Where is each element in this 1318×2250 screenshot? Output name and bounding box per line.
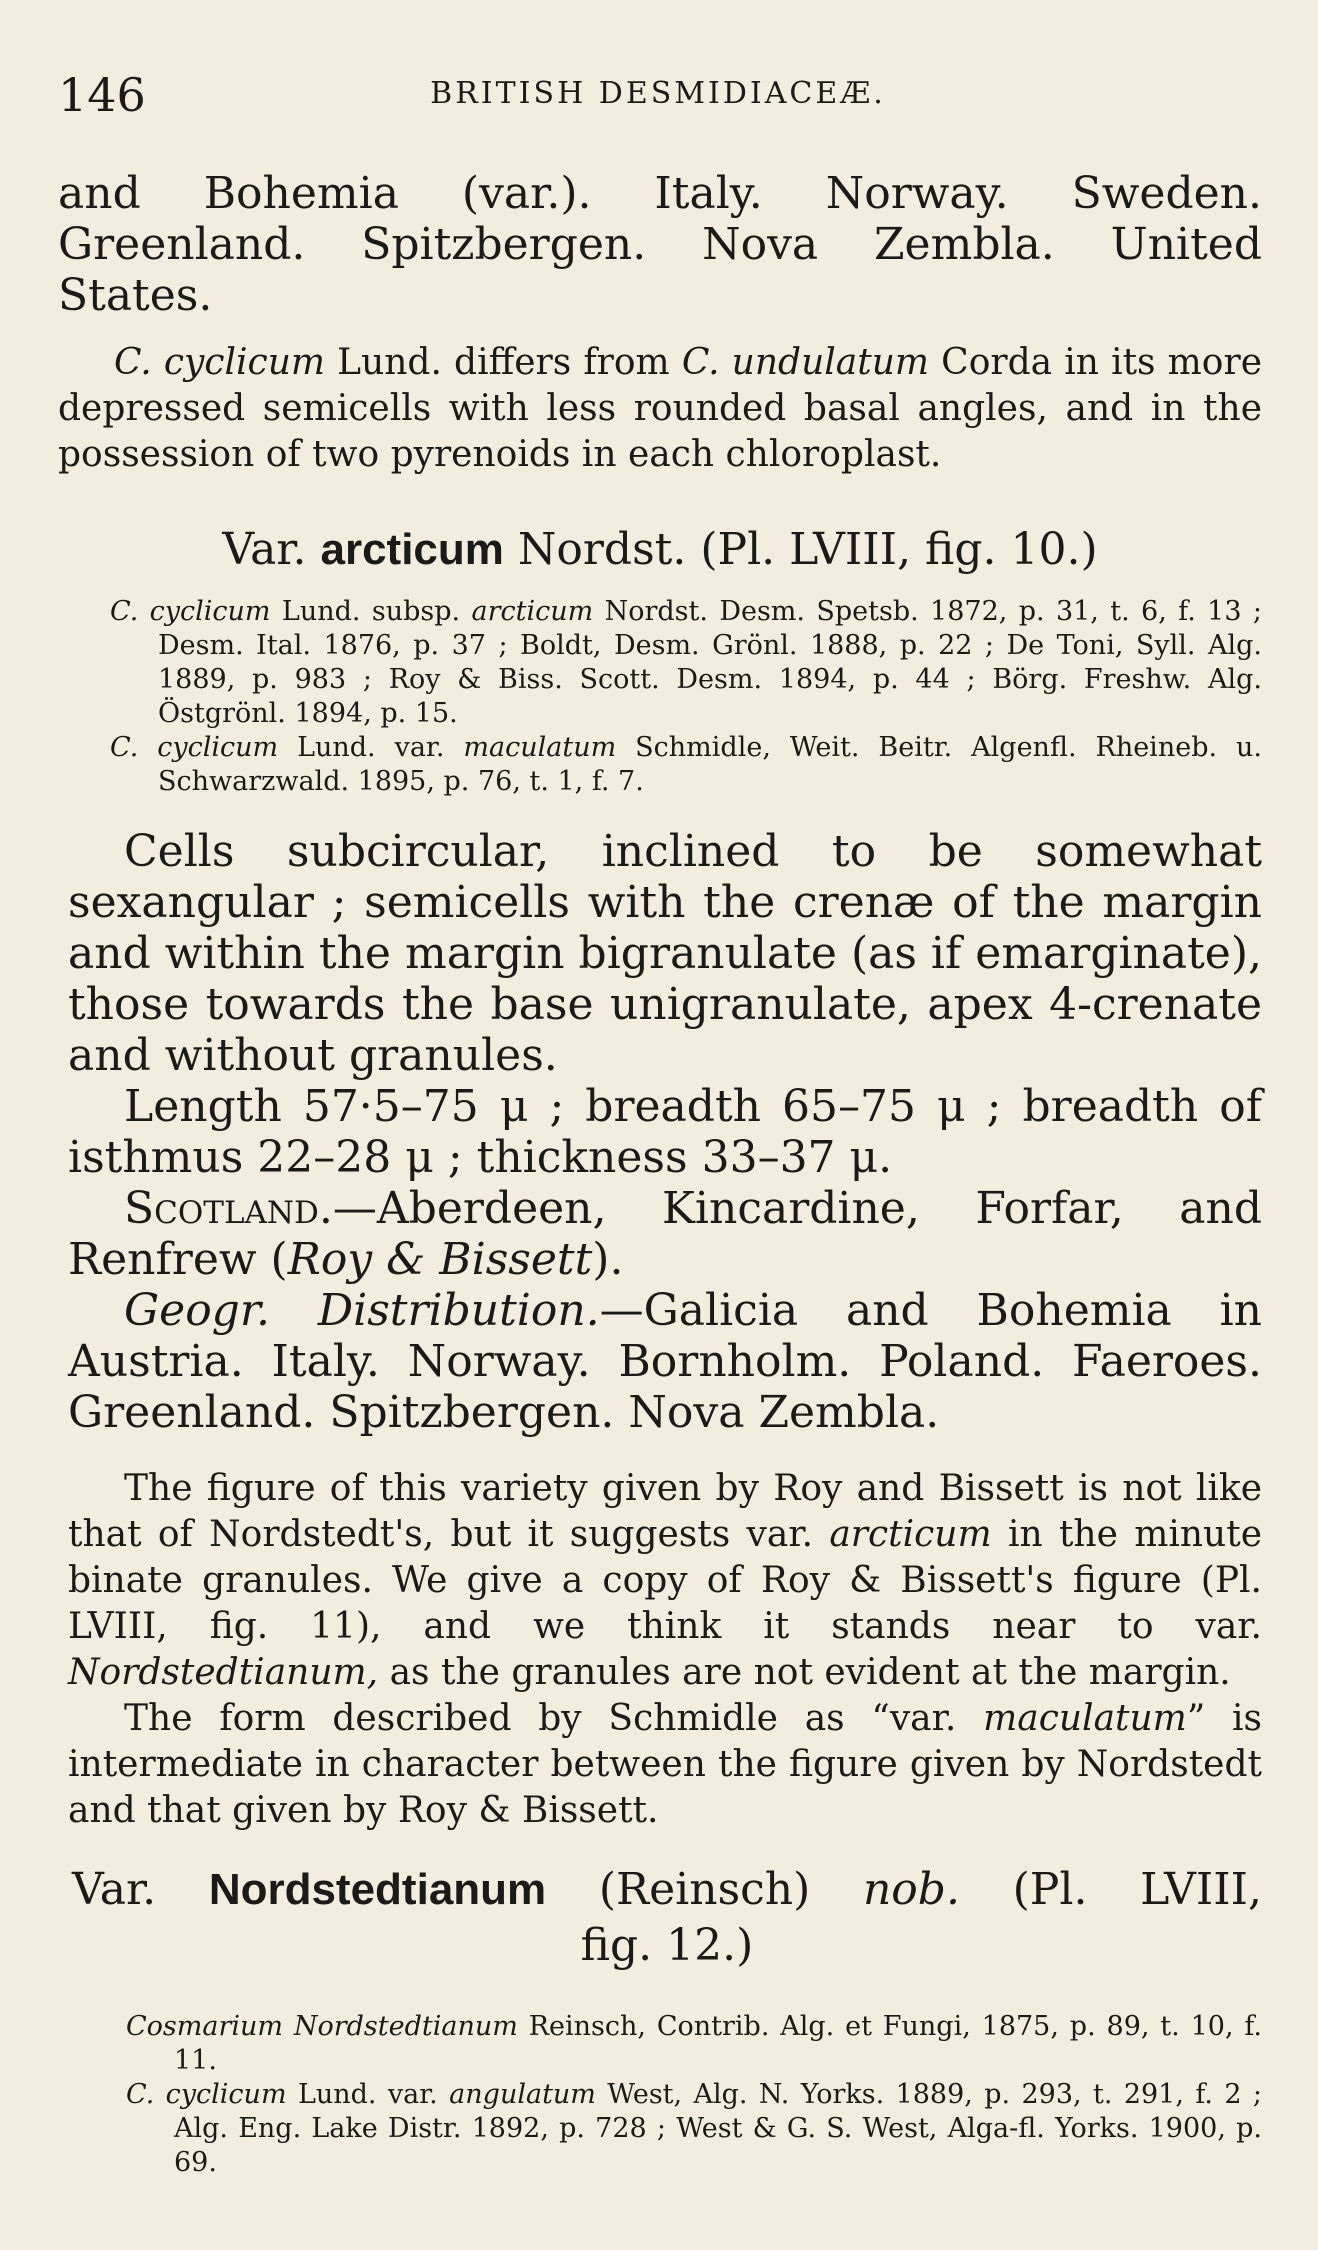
arcticum-description-block xyxy=(68,826,1262,1438)
continued-line-1: and Bohemia (var.). Italy. Norway. Sweden. xyxy=(58,168,1262,219)
taxon-undulatum: C. undulatum xyxy=(681,342,930,383)
taxon-cyclicum: C. cyclicum xyxy=(114,342,326,383)
note-cyclicum xyxy=(58,340,1262,478)
note-cyclicum-paragraph: C. cyclicum Lund. differs from C. undulatum Corda in its more depressed semicells with less rounded basal angles, and in the possession of two pyrenoids in each chloroplast. xyxy=(58,342,1262,475)
note-figure-paragraph-2: The form described by Schmidle as “var. maculatum” is intermediate in character between the figure given by Nordstedt and that given by Roy & Bissett. xyxy=(68,1698,1262,1831)
nordstedtianum-synonym-2: C. cyclicum Lund. var. angulatum West, Alg. N. Yorks. 1889, p. 293, t. 291, f. 2 ; Alg. Eng. Lake Distr. 1892, p. 728 ; West & G. S. West, Alga-fl. Yorks. 1900, p. 69. xyxy=(126,2079,1262,2178)
continued-distribution xyxy=(58,168,1262,321)
nordstedtianum-synonymy xyxy=(126,2010,1262,2180)
note-figure-paragraph-1: The figure of this variety given by Roy and Bissett is not like that of Nordstedt's, but it suggests var. arcticum in the minute binate granules. We give a copy of Roy & Bissett's figure (Pl. LVIII, fig. 11), and we think it stands near to var. Nordstedtianum, as the granules are not evident at the margin. xyxy=(68,1468,1262,1693)
arcticum-synonym-1: C. cyclicum Lund. subsp. arcticum Nordst. Desm. Spetsb. 1872, p. 31, t. 6, f. 13 ; Desm. Ital. 1876, p. 37 ; Boldt, Desm. Grönl. 1888, p. 22 ; De Toni, Syll. Alg. 1889, p. 983 ; Roy & Biss. Scott. Desm. 1894, p. 44 ; Börg. Freshw. Alg. Östgrönl. 1894, p. 15. xyxy=(110,596,1262,729)
variety-name-nordstedtianum: Nordstedtianum xyxy=(208,1865,547,1914)
heading-var-nordstedtianum: Var. Nordstedtianum (Reinsch) nob. (Pl. LVIII, fig. 12.) xyxy=(72,1864,1262,1971)
arcticum-description: Cells subcircular, inclined to be somewhat sexangular ; semicells with the crenæ of the margin and within the margin bigranulate (as if emarginate), those towards the base unigranulate, apex 4-crenate and without granules. xyxy=(68,826,1262,1081)
heading-var-arcticum: Var. arcticum Nordst. (Pl. LVIII, fig. 10.) xyxy=(222,524,1098,575)
nordstedtianum-synonym-1: Cosmarium Nordstedtianum Reinsch, Contrib. Alg. et Fungi, 1875, p. 89, t. 10, f. 11. xyxy=(126,2011,1262,2076)
continued-line-2: Greenland. Spitzbergen. Nova Zembla. United xyxy=(58,219,1262,270)
arcticum-synonymy xyxy=(110,595,1262,799)
running-title: BRITISH DESMIDIACEÆ. xyxy=(430,76,886,111)
running-header xyxy=(58,62,1258,132)
continued-line-3: States. xyxy=(58,270,213,321)
variety-name-arcticum: arcticum xyxy=(320,525,504,574)
arcticum-measurements: Length 57·5–75 μ ; breadth 65–75 μ ; breadth of isthmus 22–28 μ ; thickness 33–37 μ. xyxy=(68,1081,1262,1183)
page-number: 146 xyxy=(58,68,146,122)
arcticum-synonym-2: C. cyclicum Lund. var. maculatum Schmidle, Weit. Beitr. Algenfl. Rheineb. u. Schwarzwald. 1895, p. 76, t. 1, f. 7. xyxy=(110,732,1262,797)
arcticum-scotland: Scotland.—Aberdeen, Kincardine, Forfar, and Renfrew (Roy & Bissett). xyxy=(68,1183,1262,1285)
arcticum-geographic-distribution: Geogr. Distribution.—Galicia and Bohemia in Austria. Italy. Norway. Bornholm. Poland. Faeroes. Greenland. Spitzbergen. Nova Zembla. xyxy=(68,1285,1262,1438)
note-figure-comparison xyxy=(68,1466,1262,1834)
